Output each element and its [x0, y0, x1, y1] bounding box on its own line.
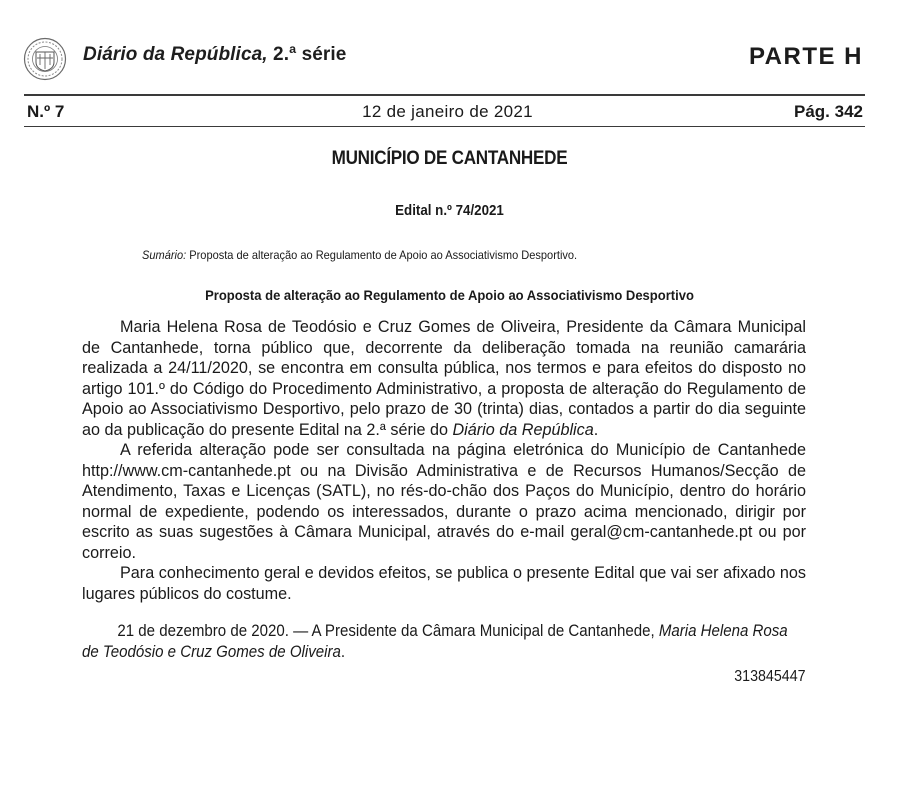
paragraph-3: Para conhecimento geral e devidos efeitos, se publica o presente Edital que vai ser afixado nos lugares públicos do costume.	[82, 564, 806, 603]
journal-title	[83, 44, 346, 66]
issue-date-wrap	[0, 102, 899, 122]
document-heading: Proposta de alteração ao Regulamento de Apoio ao Associativismo Desportivo	[205, 287, 694, 303]
portuguese-republic-seal-icon	[23, 37, 67, 81]
issue-date: 12 de janeiro de 2021	[362, 102, 533, 121]
document-id: 313845447	[734, 668, 806, 685]
header-rule-top	[24, 94, 865, 96]
summary	[142, 248, 577, 262]
journal-series: 2.ª série	[273, 44, 347, 65]
summary-text: Proposta de alteração ao Regulamento de Apoio ao Associativismo Desportivo.	[189, 248, 578, 262]
paragraph-1-text: Maria Helena Rosa de Teodósio e Cruz Gomes de Oliveira, Presidente da Câmara Municipal de Cantanhede, torna público que, decorrente da deliberação tomada na reunião camarária realizada a 24/11/2020, se encontra em consulta pública, nos termos e para efeitos do disposto no artigo 101.º do Código do Procedimento Administrativo, a proposta de alteração do Regulamento de Apoio ao Associativismo Desportivo, pelo prazo de 30 (trinta) dias, contados a partir do dia seguinte ao da publicação do presente Edital na 2.ª série do	[82, 318, 806, 439]
page-number: Pág. 342	[794, 102, 863, 121]
issue-number: N.º 7	[27, 102, 65, 121]
body-text	[82, 317, 806, 604]
closing-date-role: 21 de dezembro de 2020. — A Presidente da Câmara Municipal de Cantanhede,	[117, 622, 659, 640]
signatory-name: Maria Helena Rosa de Teodósio e Cruz Gomes de Oliveira	[82, 622, 788, 661]
closing-end: .	[340, 642, 346, 661]
entity-title: MUNICÍPIO DE CANTANHEDE	[331, 148, 568, 169]
closing-signature	[82, 621, 788, 662]
edital-number: Edital n.º 74/2021	[395, 203, 504, 219]
paragraph-1-end: .	[593, 420, 599, 439]
journal-name: Diário da República,	[83, 44, 268, 65]
summary-label: Sumário:	[142, 248, 187, 262]
paragraph-1	[82, 317, 806, 440]
header-rule-bottom	[24, 126, 865, 127]
closing-paragraph	[82, 621, 807, 662]
paragraph-1-italic: Diário da República	[452, 420, 594, 439]
part-label: PARTE H	[748, 43, 863, 70]
paragraph-2: A referida alteração pode ser consultada na página eletrónica do Município de Cantanhede http://www.cm-cantanhede.pt ou na Divisão Administrativa e de Recursos Humanos/Secção de Atendimento, Taxas e Licenças (SATL), no rés-do-chão dos Paços do Município, dentro do horário normal de expediente, podendo os interessados, durante o prazo acima mencionado, dirigir por escrito as suas sugestões à Câmara Municipal, através do e-mail geral@cm-cantanhede.pt ou por correio.	[82, 441, 806, 562]
